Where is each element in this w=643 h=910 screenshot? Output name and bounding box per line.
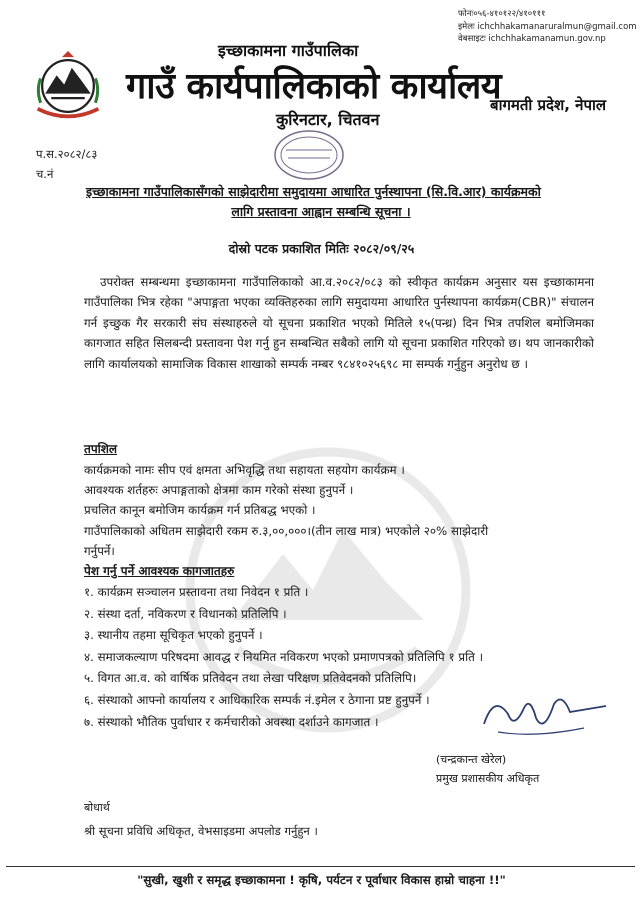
details-line: आवश्यक शर्तहरुः अपाङ्गताको क्षेत्रमा काम गरेको संस्था हुनुपर्ने । bbox=[84, 483, 354, 498]
nepal-emblem-icon bbox=[30, 48, 106, 124]
cc-line: श्री सूचना प्रविधि अधिकृत, वेभसाइडमा अपलोड गर्नुहुन । bbox=[84, 824, 318, 838]
email-text: इमेलः ichchhakamanaruralmun@gmail.com bbox=[458, 21, 637, 32]
signatory-block bbox=[436, 750, 539, 788]
footer-slogan: "सुखी, खुशी र समृद्ध इच्छाकामना ! कृषि, पर्यटन र पूर्वाधार विकास हाम्रो चाहना !!" bbox=[137, 873, 506, 887]
contact-block bbox=[458, 8, 637, 46]
dispatch-number: च.नं bbox=[36, 167, 54, 181]
signature-icon bbox=[474, 684, 614, 744]
document-item: ३. स्थानीय तहमा सूचिकृत भएको हुनुपर्ने । bbox=[84, 628, 263, 643]
letter-number: प.स.२०८२/८३ bbox=[36, 147, 98, 161]
phone-text: फोनः०५६-४१०१२२/४१०१११ bbox=[458, 9, 546, 19]
office-stamp-icon bbox=[272, 128, 346, 182]
subject-heading bbox=[86, 182, 586, 222]
document-item: २. संस्था दर्ता, नविकरण र विधानको प्रतिलिपि । bbox=[84, 606, 287, 621]
municipality-name: इच्छाकामना गाउँपालिका bbox=[218, 41, 359, 60]
details-heading: तपशिल bbox=[84, 442, 118, 456]
details-list bbox=[84, 460, 604, 561]
details-line: प्रचलित कानून बमोजिम कार्यक्रम गर्न प्रतिबद्ध भएको । bbox=[84, 503, 316, 518]
details-line: कार्यक्रमको नामः सीप एवं क्षमता अभिवृद्धि तथा सहायता सहयोग कार्यक्रम । bbox=[84, 463, 405, 477]
document-item: ५. विगत आ.व. को वार्षिक प्रतिवेदन तथा लेखा परिक्षण प्रतिवेदनको प्रतिलिपि। bbox=[84, 671, 417, 686]
signatory-title: प्रमुख प्रशासकीय अधिकृत bbox=[436, 772, 540, 785]
office-title: गाउँ कार्यपालिकाको कार्यालय bbox=[126, 66, 502, 107]
subject-line-1: इच्छाकामना गाउँपालिकासँगको साझेदारीमा समुदायमा आधारित पुर्नस्थापना (सि.वि.आर) कार्यक्रमको bbox=[86, 184, 541, 199]
subject-line-2: लागि प्रस्तावना आह्वान सम्बन्धि सूचना । bbox=[231, 204, 411, 219]
body-paragraph: उपरोक्त सम्बन्धमा इच्छाकामना गाउँपालिकाको आ.व.२०८२/०८३ को स्वीकृत कार्यक्रम अनुसार यस इच्छाकामना गाउँपालिका भित्र रहेका "अपाङ्गता भएका व्यक्तिहरुका लागि समुदायमा आधारित पुर्नस्थापना कार्यक्रम(CBR)" संचालन गर्न इच्छुक गैर सरकारी संघ संस्थाहरुले यो सूचना प्रकाशित भएको मितिले १५(पन्ध्र) दिन भित्र तपशिल बमोजिमका कागजात सहित सिलबन्दी प्रस्तावना पेश गर्नु हुन सम्बन्धित सबैको लागि यो सूचना प्रकाशित गरिएको छ। थप जानकारीको लागि कार्यालयको सामाजिक विकास शाखाको सम्पर्क नम्बर ९८४१०२५६९८ मा सम्पर्क गर्नुहुन अनुरोध छ । bbox=[84, 275, 594, 371]
details-line: गाउँपालिकाको अधितम साझेदारी रकम रु.३,००,०००।(तीन लाख मात्र) भएकोले २०% साझेदारी bbox=[84, 523, 489, 538]
documents-heading: पेश गर्नु पर्ने आवश्यक कागजातहरु bbox=[84, 564, 235, 578]
reference-block bbox=[36, 144, 97, 184]
document-item: ४. समाजकल्याण परिषदमा आवद्ध र नियमित नविकरण भएको प्रमाणपत्रको प्रतिलिपि १ प्रति । bbox=[84, 649, 484, 664]
location-text: कुरिनटार, चितवन bbox=[276, 110, 380, 129]
details-line: गर्नुपर्ने। bbox=[84, 543, 115, 558]
footer-divider bbox=[6, 866, 635, 867]
document-item: ६. संस्थाको आफ्नो कार्यालय र आधिकारिक सम्पर्क नं.इमेल र ठेगाना प्रष्ट हुनुपर्ने । bbox=[84, 692, 430, 707]
published-date: दोस्रो पटक प्रकाशित मितिः २०८२/०९/२५ bbox=[228, 241, 415, 256]
signatory-name: (चन्द्रकान्त खेरेल) bbox=[436, 753, 507, 766]
cc-label: बोधार्थ bbox=[84, 801, 110, 814]
website-text: वेबसाइटः ichchhakamanamun.gov.np bbox=[458, 34, 606, 44]
document-item: ७. संस्थाको भौतिक पुर्वाधार र कर्मचारीको अवस्था दर्शाउने कागजात । bbox=[84, 714, 379, 729]
province-text: बागमती प्रदेश, नेपाल bbox=[490, 96, 607, 114]
document-item: १. कार्यक्रम सञ्चालन प्रस्तावना तथा निवेदन १ प्रति । bbox=[84, 585, 309, 599]
